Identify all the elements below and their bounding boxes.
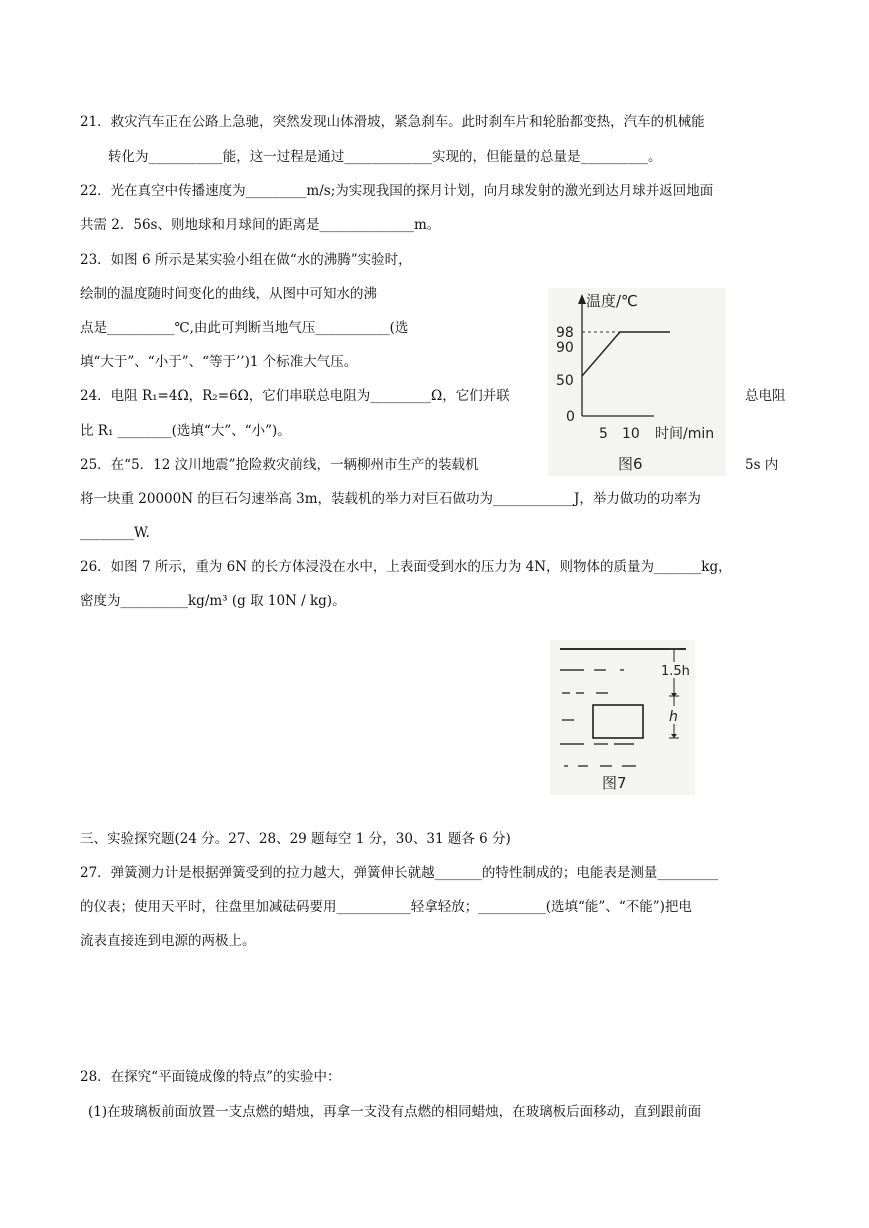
- fig6-xlabel: 时间/min: [655, 426, 715, 442]
- q28-line1: 28．在探究“平面镜成像的特点”的实验中：: [80, 1069, 341, 1085]
- q25-line1: 25．在“5．12 汶川地震”抢险救灾前线，一辆柳州市生产的装载机: [80, 457, 479, 473]
- q27-line1: 27．弹簧测力计是根据弹簧受到的拉力越大，弹簧伸长就越_______的特性制成的；电能表是测量_________: [80, 865, 719, 881]
- fig6-ytick-98: 98: [556, 325, 574, 341]
- q25-line3: ________W.: [80, 525, 150, 541]
- q23-line4: 填“大于”、“小于”、“等于’’)1 个标准大气压。: [80, 354, 358, 370]
- figure-6: [548, 288, 726, 476]
- q23-line2: 绘制的温度随时间变化的曲线，从图中可知水的沸: [80, 286, 377, 302]
- q25-line1-right: 5s 内: [745, 457, 779, 473]
- fig7-label-1-5h: 1.5h: [661, 664, 690, 679]
- fig7-label-h: h: [669, 709, 678, 725]
- q27-line3: 流表直接连到电源的两极上。: [80, 933, 256, 949]
- q21-line1: 21．救灾汽车正在公路上急驰，突然发现山体滑坡，紧急刹车。此时刹车片和轮胎都变热，汽车的机械能: [80, 114, 705, 130]
- fig6-xtick-5: 5: [599, 426, 608, 442]
- q25-line2: 将一块重 20000N 的巨石匀速举高 3m，装载机的举力对巨石做功为____________J，举力做功的功率为: [80, 491, 701, 507]
- fig6-ytick-0: 0: [566, 409, 575, 425]
- q28-line2: (1)在玻璃板前面放置一支点燃的蜡烛，再拿一支没有点燃的相同蜡烛，在玻璃板后面移动，直到跟前面: [88, 1104, 702, 1120]
- fig7-caption: 图7: [602, 774, 627, 792]
- fig6-caption: 图6: [618, 455, 643, 473]
- q23-line1: 23．如图 6 所示是某实验小组在做“水的沸腾”实验时，: [80, 252, 412, 268]
- q22-line1: 22．光在真空中传播速度为_________m/s;为实现我国的探月计划，向月球发射的激光到达月球并返回地面: [80, 183, 714, 199]
- fig6-ytick-90: 90: [556, 340, 574, 356]
- q22-line2: 共需 2．56s、则地球和月球间的距离是______________m。: [80, 217, 441, 233]
- fig6-ytick-50: 50: [556, 373, 574, 389]
- fig6-curve: [582, 332, 670, 376]
- fig6-y-arrow: [578, 294, 586, 304]
- fig7-water-dashes: [560, 670, 636, 766]
- q23-line3: 点是__________℃,由此可判断当地气压___________(选: [80, 320, 409, 336]
- q24-line1-right: 总电阻: [745, 388, 786, 404]
- q27-line2: 的仪表；使用天平时，往盘里加减砝码要用___________轻拿轻放；__________(选填“能”、“不能”)把电: [80, 899, 692, 915]
- fig6-xtick-10: 10: [622, 426, 640, 442]
- q24-line1: 24．电阻 R₁=4Ω，R₂=6Ω，它们串联总电阻为_________Ω，它们并联: [80, 388, 510, 404]
- q21-line2: 转化为___________能，这一过程是通过_____________实现的，但能量的总量是__________。: [108, 149, 662, 165]
- q26-line2: 密度为__________kg/m³ (g 取 10N / kg)。: [80, 593, 346, 609]
- q26-line1: 26．如图 7 所示，重为 6N 的长方体浸没在水中，上表面受到水的压力为 4N，则物体的质量为_______kg，: [80, 559, 732, 575]
- q24-line2: 比 R₁ ________(选填“大”、“小”)。: [80, 423, 291, 439]
- fig7-block: [593, 705, 643, 738]
- section-3-heading: 三、实验探究题(24 分。27、28、29 题每空 1 分，30、31 题各 6 分): [80, 831, 511, 847]
- figure-7: [550, 640, 695, 795]
- fig6-ylabel: 温度/℃: [586, 292, 638, 310]
